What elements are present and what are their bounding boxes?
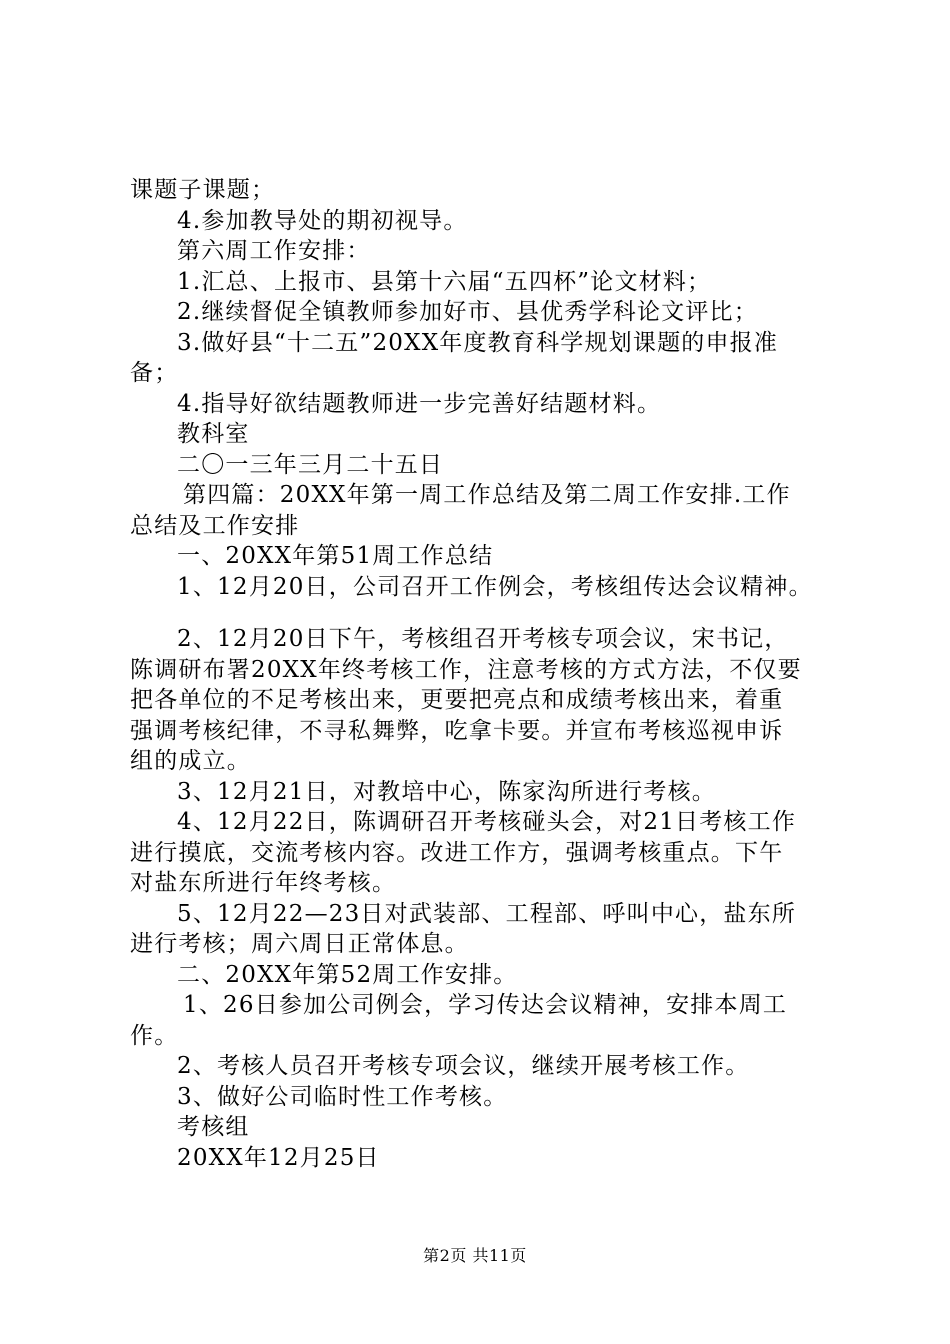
text-line: 二〇一三年三月二十五日 xyxy=(177,451,444,478)
text-line: 强调考核纪律，不寻私舞弊，吃拿卡要。并宣布考核巡视申诉 xyxy=(130,717,784,744)
paragraph-gap xyxy=(130,602,830,624)
text-line: 4.参加教导处的期初视导。 xyxy=(177,207,468,234)
signature-line: 考核组 xyxy=(177,1114,250,1140)
text-line: 3、做好公司临时性工作考核。 xyxy=(177,1083,508,1110)
text-line: 进行考核；周六周日正常体息。 xyxy=(130,931,469,957)
date-line: 20XX年12月25日 xyxy=(177,1144,380,1171)
text-line: 课题子课题； xyxy=(130,177,276,203)
text-line: 进行摸底，交流考核内容。改进工作方，强调考核重点。下午 xyxy=(130,839,784,866)
text-line: 3.做好县“十二五”20XX年度教育科学规划课题的申报准 xyxy=(177,329,779,356)
text-line: 组的成立。 xyxy=(130,748,251,774)
text-line: 备； xyxy=(130,360,179,386)
text-line: 2、12月20日下午，考核组召开考核专项会议，宋书记， xyxy=(177,626,789,652)
text-line: 1、26日参加公司例会，学习传达会议精神，安排本周工 xyxy=(183,992,788,1018)
subsection-heading: 一、20XX年第51周工作总结 xyxy=(177,543,494,569)
text-line: 1、12月20日，公司召开工作例会，考核组传达会议精神。 xyxy=(177,573,813,600)
text-line: 第六周工作安排： xyxy=(177,238,371,264)
text-line: 4.指导好欲结题教师进一步完善好结题材料。 xyxy=(177,390,662,417)
subsection-heading: 二、20XX年第52周工作安排。 xyxy=(177,961,518,988)
section-heading: 第四篇：20XX年第一周工作总结及第二周工作安排.工作 xyxy=(183,482,791,508)
page-footer: 第2页 共11页 xyxy=(423,1246,527,1265)
text-line: 2.继续督促全镇教师参加好市、县优秀学科论文评比； xyxy=(177,299,758,325)
text-line: 2、考核人员召开考核专项会议，继续开展考核工作。 xyxy=(177,1053,750,1079)
text-line: 对盐东所进行年终考核。 xyxy=(130,870,397,896)
text-line: 作。 xyxy=(130,1022,179,1049)
text-line: 教科室 xyxy=(177,421,250,447)
document-body xyxy=(130,175,830,1173)
text-line: 4、12月22日，陈调研召开考核碰头会，对21日考核工作 xyxy=(177,809,797,835)
text-line: 把各单位的不足考核出来，更要把亮点和成绩考核出来，着重 xyxy=(130,687,784,713)
text-line: 陈调研布署20XX年终考核工作，注意考核的方式方法，不仅要 xyxy=(130,656,802,683)
text-line: 1.汇总、上报市、县第十六届“五四杯”论文材料； xyxy=(177,268,712,295)
section-heading: 总结及工作安排 xyxy=(130,512,300,539)
text-line: 5、12月22—23日对武装部、工程部、呼叫中心，盐东所 xyxy=(177,900,797,927)
text-line: 3、12月21日，对教培中心，陈家沟所进行考核。 xyxy=(177,778,716,805)
